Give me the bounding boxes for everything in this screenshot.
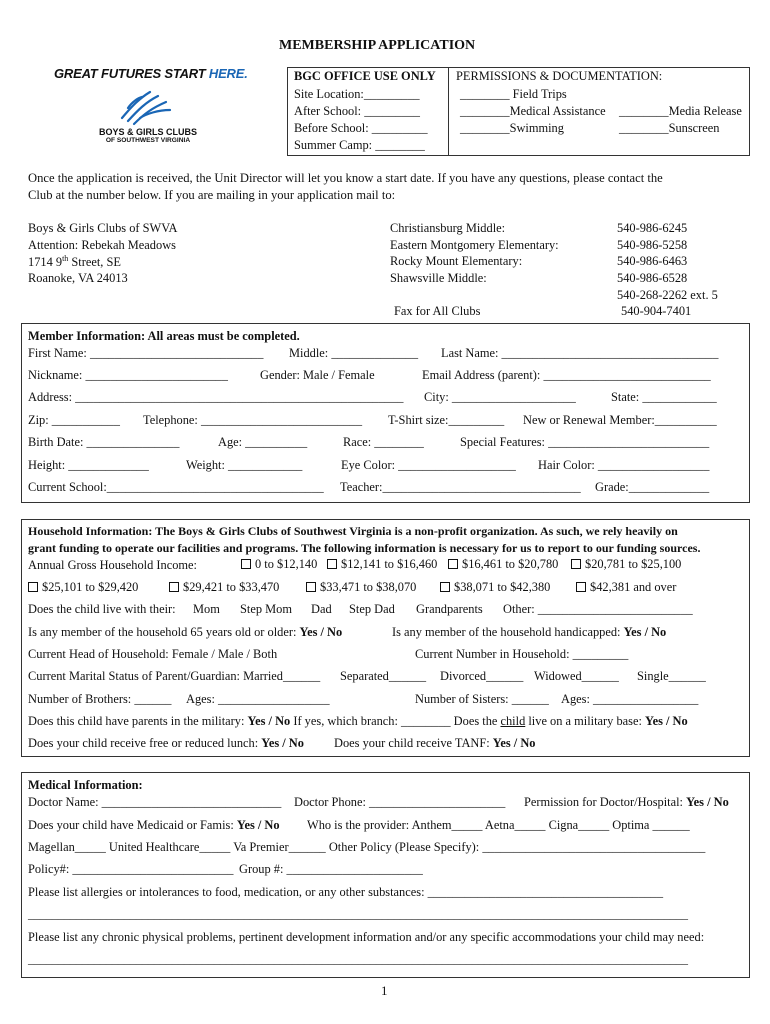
allergies-field[interactable]: Please list allergies or intolerances to food, medication, or any other substances: ______________________________________ — [28, 885, 664, 899]
permission-doctor-question[interactable]: Permission for Doctor/Hospital: Yes / No — [524, 795, 729, 809]
policy-field[interactable]: Policy#: __________________________ — [28, 862, 234, 876]
middle-name-field[interactable]: Middle: ______________ — [289, 346, 419, 360]
org-name: BOYS & GIRLS CLUBS — [98, 127, 197, 137]
live-with-option[interactable]: Mom — [193, 602, 220, 616]
office-after-school[interactable]: After School: _________ — [294, 104, 420, 118]
tshirt-field[interactable]: T-Shirt size:_________ — [388, 413, 505, 427]
logo-tagline: GREAT FUTURES START HERE. — [54, 66, 248, 81]
income-label: Annual Gross Household Income: — [28, 558, 197, 572]
address-name: Boys & Girls Clubs of SWVA — [28, 221, 178, 235]
checkbox-icon[interactable] — [327, 559, 337, 569]
medical-heading: Medical Information: — [28, 778, 143, 792]
weight-field[interactable]: Weight: ____________ — [186, 458, 303, 472]
club-name: Shawsville Middle: — [390, 271, 487, 285]
chronic-line[interactable]: ______________________________________________________________________________________________________________ — [28, 952, 688, 966]
household-heading-2: grant funding to operate our facilities and programs. The following information is necessary for us to report to our funding sources. — [28, 541, 701, 555]
sisters-field[interactable]: Number of Sisters: ______ — [415, 692, 549, 706]
income-option[interactable]: $12,141 to $16,460 — [327, 557, 437, 572]
perm-media[interactable]: ________Media Release — [619, 104, 742, 118]
club-phone: 540-986-5258 — [617, 238, 688, 252]
hair-color-field[interactable]: Hair Color: __________________ — [538, 458, 710, 472]
address-field[interactable]: Address: _____________________________________________________ — [28, 390, 404, 404]
group-field[interactable]: Group #: ______________________ — [239, 862, 423, 876]
office-site-location[interactable]: Site Location:_________ — [294, 87, 420, 101]
race-field[interactable]: Race: ________ — [343, 435, 424, 449]
marital-divorced[interactable]: Divorced______ — [440, 669, 524, 683]
chronic-field[interactable]: Please list any chronic physical problems, pertinent development information and/or any specific accommodations your child may need: — [28, 930, 705, 944]
office-summer-camp[interactable]: Summer Camp: ________ — [294, 138, 425, 152]
intro-line-1: Once the application is received, the Unit Director will let you know a start date. If you have any questions, please contact the — [28, 171, 663, 185]
doctor-name-field[interactable]: Doctor Name: _____________________________ — [28, 795, 282, 809]
lunch-question[interactable]: Does your child receive free or reduced lunch: Yes / No — [28, 736, 304, 750]
email-field[interactable]: Email Address (parent): ___________________________ — [422, 368, 711, 382]
page-title: MEMBERSHIP APPLICATION — [279, 38, 476, 53]
boys-girls-club-logo-icon — [118, 88, 174, 126]
income-option[interactable]: $33,471 to $38,070 — [306, 580, 416, 595]
income-option[interactable]: $16,461 to $20,780 — [448, 557, 558, 572]
tanf-question[interactable]: Does your child receive TANF: Yes / No — [334, 736, 536, 750]
checkbox-icon[interactable] — [28, 582, 38, 592]
first-name-field[interactable]: First Name: ____________________________ — [28, 346, 264, 360]
club-name: Christiansburg Middle: — [390, 221, 506, 235]
club-phone: 540-986-6528 — [617, 271, 688, 285]
checkbox-icon[interactable] — [306, 582, 316, 592]
doctor-phone-field[interactable]: Doctor Phone: ______________________ — [294, 795, 506, 809]
income-option[interactable]: $42,381 and over — [576, 580, 676, 595]
birth-date-field[interactable]: Birth Date: _______________ — [28, 435, 180, 449]
brothers-ages-field[interactable]: Ages: __________________ — [186, 692, 330, 706]
city-field[interactable]: City: ____________________ — [424, 390, 576, 404]
office-use-heading: BGC OFFICE USE ONLY — [294, 69, 436, 83]
club-phone-extra: 540-268-2262 ext. 5 — [617, 288, 718, 302]
nickname-field[interactable]: Nickname: _______________________ — [28, 368, 228, 382]
marital-single[interactable]: Single______ — [637, 669, 706, 683]
checkbox-icon[interactable] — [576, 582, 586, 592]
military-question[interactable]: Does this child have parents in the military: Yes / No If yes, which branch: ________ Does the child live on a military base: Yes / No — [28, 714, 688, 728]
income-option[interactable]: $25,101 to $29,420 — [28, 580, 138, 595]
intro-line-2: Club at the number below. If you are mailing in your application mail to: — [28, 188, 396, 202]
state-field[interactable]: State: ____________ — [611, 390, 717, 404]
household-heading-1: Household Information: The Boys & Girls Clubs of Southwest Virginia is a non-profit organization. As such, we rely heavily on — [28, 524, 678, 538]
permissions-heading: PERMISSIONS & DOCUMENTATION: — [456, 69, 663, 83]
teacher-field[interactable]: Teacher:________________________________ — [340, 480, 581, 494]
income-option[interactable]: $29,421 to $33,470 — [169, 580, 279, 595]
height-field[interactable]: Height: _____________ — [28, 458, 149, 472]
fax-label: Fax for All Clubs — [394, 304, 481, 318]
brothers-field[interactable]: Number of Brothers: ______ — [28, 692, 172, 706]
grade-field[interactable]: Grade:_____________ — [595, 480, 710, 494]
head-of-household-field[interactable]: Current Head of Household: Female / Male / Both — [28, 647, 278, 661]
other-providers-field[interactable]: Magellan_____ United Healthcare_____ Va Premier______ Other Policy (Please Specify): ____________________________________ — [28, 840, 706, 854]
address-city: Roanoke, VA 24013 — [28, 271, 128, 285]
gender-field[interactable]: Gender: Male / Female — [260, 368, 375, 382]
over-65-question[interactable]: Is any member of the household 65 years old or older: Yes / No — [28, 625, 343, 639]
live-with-option[interactable]: Grandparents — [416, 602, 483, 616]
checkbox-icon[interactable] — [571, 559, 581, 569]
live-with-other[interactable]: Other: _________________________ — [503, 602, 693, 616]
perm-medical[interactable]: ________Medical Assistance — [460, 104, 606, 118]
live-with-option[interactable]: Step Mom — [240, 602, 292, 616]
org-subname: OF SOUTHWEST VIRGINIA — [105, 137, 191, 144]
address-attention: Attention: Rebekah Meadows — [28, 238, 176, 252]
club-name: Eastern Montgomery Elementary: — [390, 238, 559, 252]
address-street: 1714 9th Street, SE — [28, 254, 121, 270]
income-option[interactable]: $20,781 to $25,100 — [571, 557, 681, 572]
perm-sunscreen[interactable]: ________Sunscreen — [619, 121, 720, 135]
current-school-field[interactable]: Current School:___________________________________ — [28, 480, 324, 494]
checkbox-icon[interactable] — [241, 559, 251, 569]
zip-field[interactable]: Zip: ___________ — [28, 413, 120, 427]
allergies-line[interactable]: ______________________________________________________________________________________________________________ — [28, 907, 688, 921]
eye-color-field[interactable]: Eye Color: ___________________ — [341, 458, 516, 472]
sisters-ages-field[interactable]: Ages: _________________ — [561, 692, 699, 706]
age-field[interactable]: Age: __________ — [218, 435, 308, 449]
household-number-field[interactable]: Current Number in Household: _________ — [415, 647, 629, 661]
club-phone: 540-986-6245 — [617, 221, 688, 235]
medicaid-question[interactable]: Does your child have Medicaid or Famis: Yes / No — [28, 818, 280, 832]
marital-widowed[interactable]: Widowed______ — [534, 669, 619, 683]
income-option[interactable]: 0 to $12,140 — [241, 557, 317, 572]
club-phone: 540-986-6463 — [617, 254, 688, 268]
provider-field[interactable]: Who is the provider: Anthem_____ Aetna_____ Cigna_____ Optima ______ — [307, 818, 690, 832]
checkbox-icon[interactable] — [448, 559, 458, 569]
marital-separated[interactable]: Separated______ — [340, 669, 427, 683]
fax-phone: 540-904-7401 — [621, 304, 692, 318]
new-renewal-field[interactable]: New or Renewal Member:__________ — [523, 413, 717, 427]
checkbox-icon[interactable] — [169, 582, 179, 592]
last-name-field[interactable]: Last Name: ___________________________________ — [441, 346, 719, 360]
income-option[interactable]: $38,071 to $42,380 — [440, 580, 550, 595]
live-with-option[interactable]: Step Dad — [349, 602, 395, 616]
special-features-field[interactable]: Special Features: __________________________ — [460, 435, 710, 449]
telephone-field[interactable]: Telephone: __________________________ — [143, 413, 363, 427]
perm-swimming[interactable]: ________Swimming — [460, 121, 564, 135]
page-number: 1 — [381, 983, 388, 998]
handicapped-question[interactable]: Is any member of the household handicapped: Yes / No — [392, 625, 667, 639]
live-with-option[interactable]: Dad — [311, 602, 332, 616]
live-with-label: Does the child live with their: — [28, 602, 176, 616]
checkbox-icon[interactable] — [440, 582, 450, 592]
member-info-heading: Member Information: All areas must be completed. — [28, 329, 300, 343]
club-name: Rocky Mount Elementary: — [390, 254, 523, 268]
office-before-school[interactable]: Before School: _________ — [294, 121, 428, 135]
perm-field-trips[interactable]: ________ Field Trips — [460, 87, 567, 101]
marital-married[interactable]: Current Marital Status of Parent/Guardian: Married______ — [28, 669, 321, 683]
